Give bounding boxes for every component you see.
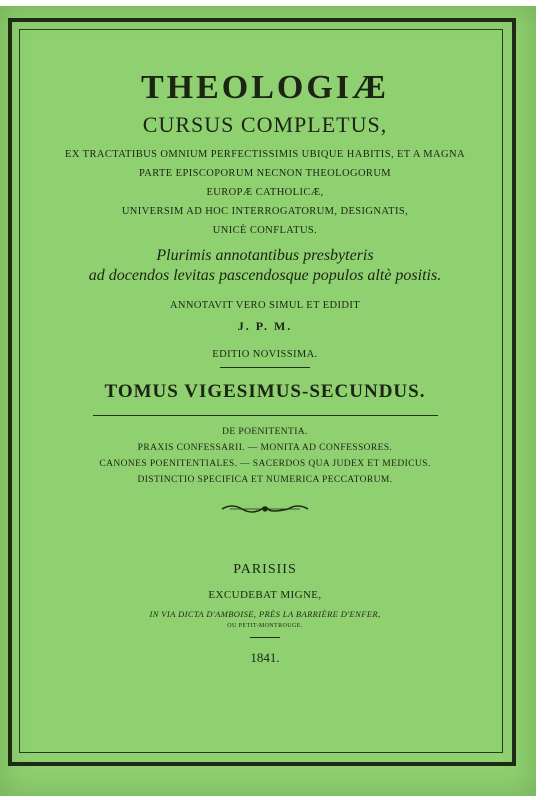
- description-line-1: EX TRACTATIBUS OMNIUM PERFECTISSIMIS UBIQUE HABITIS, ET A MAGNA: [65, 149, 465, 160]
- tomus-title: TOMUS VIGESIMUS-SECUNDUS.: [104, 381, 426, 402]
- book-cover: [0, 6, 536, 796]
- short-rule: [220, 367, 310, 368]
- edition-line: EDITIO NOVISSIMA.: [212, 349, 318, 360]
- editor-initials: J. P. M.: [237, 319, 293, 333]
- small-rule: [250, 637, 280, 638]
- annotavit-line: ANNOTAVIT VERO SIMUL ET EDIDIT: [169, 300, 361, 311]
- address-sub-line: OU PETIT-MONTROUGE.: [227, 623, 303, 629]
- address-line: IN VIA DICTA D'AMBOISE, PRÈS LA BARRIÈRE D'ENFER,: [149, 609, 381, 619]
- printer-line: EXCUDEBAT MIGNE,: [208, 589, 322, 601]
- ornament-divider-icon: [220, 502, 310, 516]
- city-name: PARISIIS: [233, 562, 297, 577]
- description-line-2: PARTE EPISCOPORUM NECNON THEOLOGORUM: [138, 168, 392, 179]
- description-block: [24, 145, 506, 240]
- description-line-4: UNIVERSIM AD HOC INTERROGATORUM, DESIGNATIS,: [121, 206, 409, 217]
- long-rule: [93, 415, 438, 416]
- italic-line-1: Plurimis annotantibus presbyteris: [156, 247, 374, 264]
- contents-line-2: PRAXIS CONFESSARII. — MONITA AD CONFESSORES.: [137, 443, 393, 453]
- italic-line-2: ad docendos levitas pascendosque populos altè positis.: [88, 267, 442, 284]
- contents-line-1: DE POENITENTIA.: [222, 427, 308, 437]
- cover-subtitle: CURSUS COMPLETUS,: [142, 112, 388, 137]
- contents-line-3: CANONES POENITENTIALES. — SACERDOS QUA JUDEX ET MEDICUS.: [99, 459, 431, 469]
- description-line-5: UNICÈ CONFLATUS.: [212, 225, 318, 236]
- cover-title: THEOLOGIÆ: [140, 69, 390, 106]
- contents-line-4: DISTINCTIO SPECIFICA ET NUMERICA PECCATORUM.: [137, 475, 393, 485]
- publication-year: 1841.: [250, 650, 280, 665]
- contents-block: [24, 424, 506, 488]
- cover-content: [24, 26, 506, 666]
- italic-block: [24, 246, 506, 286]
- description-line-3: EUROPÆ CATHOLICÆ,: [206, 187, 324, 198]
